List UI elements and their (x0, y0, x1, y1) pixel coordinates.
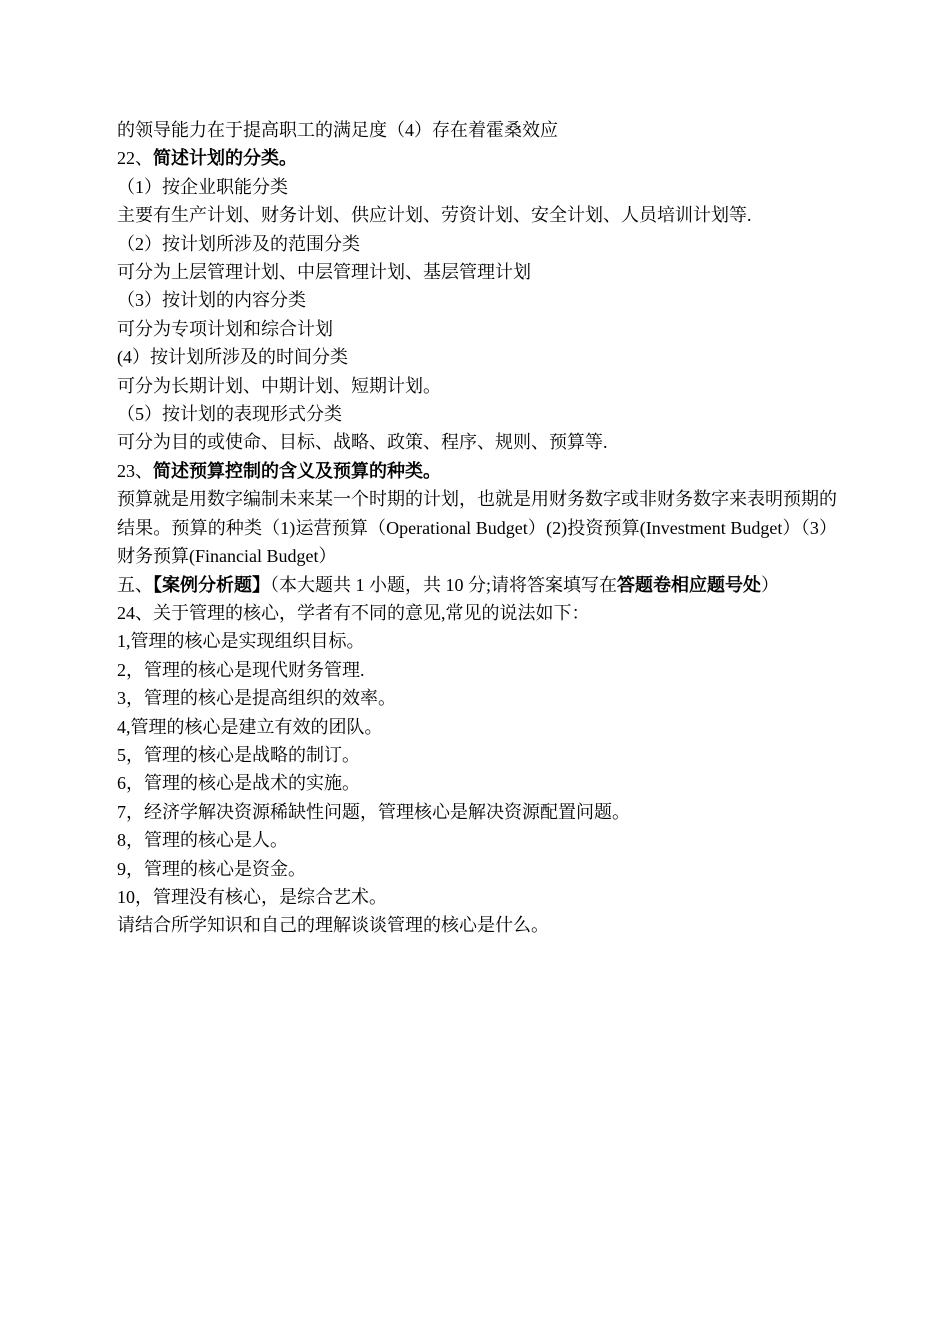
list-item: 6，管理的核心是战术的实施。 (117, 773, 360, 794)
text-line: 可分为长期计划、中期计划、短期计划。 (117, 375, 441, 396)
list-item: 8，管理的核心是人。 (117, 830, 288, 851)
text-line: 可分为专项计划和综合计划 (117, 318, 333, 339)
text-line: 的领导能力在于提高职工的满足度（4）存在着霍桑效应 (117, 120, 558, 140)
list-item: 9，管理的核心是资金。 (117, 858, 306, 879)
text-line: （5）按计划的表现形式分类 (117, 404, 342, 425)
question-24-text: 24、关于管理的核心，学者有不同的意见,常见的说法如下： (117, 602, 590, 623)
document-body (117, 116, 837, 940)
list-item: 5，管理的核心是战略的制订。 (117, 744, 360, 765)
list-item: 3，管理的核心是提高组织的效率。 (117, 688, 396, 709)
list-item: 1,管理的核心是实现组织目标。 (117, 631, 365, 652)
text-line: 可分为上层管理计划、中层管理计划、基层管理计划 (117, 262, 531, 283)
section-instructions-emphasis: 答题卷相应题号处 (617, 574, 761, 595)
list-item: 2，管理的核心是现代财务管理. (117, 659, 365, 680)
list-item: 4,管理的核心是建立有效的团队。 (117, 716, 383, 737)
text-line: (4）按计划所涉及的时间分类 (117, 347, 348, 368)
section-instructions-end: ） (761, 574, 779, 595)
question-number: 23、 (117, 460, 153, 481)
text-line: （3）按计划的内容分类 (117, 290, 306, 311)
list-item: 10，管理没有核心，是综合艺术。 (117, 886, 387, 907)
question-23-heading (117, 457, 837, 485)
question-title: 简述预算控制的含义及预算的种类。 (153, 460, 441, 481)
question-number: 22、 (117, 148, 153, 169)
section-instructions: （本大题共 1 小题，共 10 分;请将答案填写在 (270, 574, 617, 595)
text-line: 可分为目的或使命、目标、战略、政策、程序、规则、预算等. (117, 432, 608, 453)
text-line: 主要有生产计划、财务计划、供应计划、劳资计划、安全计划、人员培训计划等. (117, 205, 752, 226)
question-title: 简述计划的分类。 (153, 148, 297, 169)
section-title: 【案例分析题】 (153, 574, 270, 595)
question-22-heading (117, 144, 837, 172)
question-prompt: 请结合所学知识和自己的理解谈谈管理的核心是什么。 (117, 915, 549, 936)
list-item: 7，经济学解决资源稀缺性问题，管理核心是解决资源配置问题。 (117, 801, 630, 822)
text-line: （1）按企业职能分类 (117, 176, 288, 197)
section-number: 五、 (117, 574, 153, 595)
text-line: （2）按计划所涉及的范围分类 (117, 233, 360, 254)
section-5-heading (117, 571, 837, 599)
budget-paragraph: 预算就是用数字编制未来某一个时期的计划，也就是用财务数字或非财务数字来表明预期的结果。预算的种类（1)运营预算（Operational Budget）(2)投资预算(Investment Budget）（3）财务预算(Financial Budget） (117, 489, 837, 567)
